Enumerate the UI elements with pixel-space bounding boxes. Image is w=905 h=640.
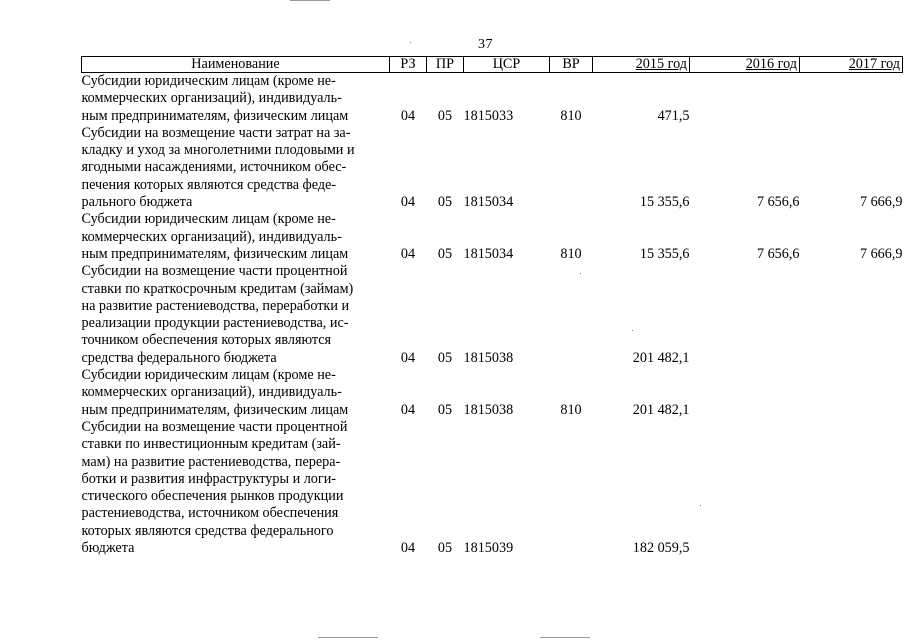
- row-name-line: рального бюджета: [81, 194, 193, 211]
- row-vr: 810: [560, 401, 582, 418]
- row-rz: 04: [400, 401, 416, 418]
- row-2017: [800, 263, 903, 367]
- row-name-line: растениеводства, источником обеспечения: [81, 505, 339, 522]
- row-name-line: ным предпринимателям, физическим лицам: [81, 107, 349, 124]
- table-row: [82, 419, 903, 557]
- row-vr: 810: [560, 107, 582, 124]
- row-2016: [690, 263, 800, 367]
- row-name: [82, 367, 390, 419]
- scan-artifact-top: [290, 0, 330, 1]
- row-name: [82, 263, 390, 367]
- table-row: [82, 263, 903, 367]
- row-name-line: ставки по инвестиционным кредитам (зай-: [81, 436, 341, 453]
- row-name-line: коммерческих организаций), индивидуаль-: [81, 90, 342, 107]
- row-rz: 04: [400, 540, 416, 557]
- row-pr: 05: [437, 540, 453, 557]
- row-csr: 1815034: [463, 194, 514, 211]
- row-vr: [550, 125, 593, 211]
- page-number: 37: [478, 37, 493, 52]
- row-rz: 04: [400, 245, 416, 262]
- row-name-line: ставки по краткосрочным кредитам (займам): [81, 280, 354, 297]
- row-name-line: точником обеспечения которых являются: [81, 332, 332, 349]
- row-2015: 15 355,6: [639, 245, 690, 262]
- row-csr: 1815038: [463, 349, 514, 366]
- column-header-csr: ЦСР: [464, 57, 550, 73]
- table-row: [82, 211, 903, 263]
- row-pr: 05: [437, 194, 453, 211]
- row-2016: [690, 419, 800, 557]
- row-vr: [550, 263, 593, 367]
- row-2017: [800, 73, 903, 125]
- row-csr: 1815038: [463, 401, 514, 418]
- row-name-line: Субсидии юридическим лицам (кроме не-: [81, 367, 336, 384]
- column-header-2016: 2016 год: [690, 57, 800, 73]
- row-name-line: на развитие растениеводства, переработки и: [81, 297, 350, 314]
- row-2015: 471,5: [657, 107, 690, 124]
- row-name-line: кладку и уход за многолетними плодовыми и: [81, 142, 355, 159]
- table-row: [82, 73, 903, 125]
- row-vr: [550, 419, 593, 557]
- row-pr: 05: [437, 349, 453, 366]
- row-name-line: которых являются средства федерального: [81, 522, 334, 539]
- row-rz: 04: [400, 107, 416, 124]
- table-row: [82, 125, 903, 211]
- row-2017: 7 666,9: [859, 194, 903, 211]
- row-name-line: Субсидии на возмещение части процентной: [81, 263, 348, 280]
- column-header-pr: ПР: [427, 57, 464, 73]
- row-2017: [800, 367, 903, 419]
- row-2015: 201 482,1: [632, 349, 690, 366]
- row-name-line: Субсидии юридическим лицам (кроме не-: [81, 211, 336, 228]
- row-2017: [800, 419, 903, 557]
- row-name-line: мам) на развитие растениеводства, перера-: [81, 453, 341, 470]
- row-name-line: ботки и развития инфраструктуры и логи-: [81, 470, 337, 487]
- row-2016: 7 656,6: [756, 245, 800, 262]
- table-body: [82, 73, 903, 558]
- column-header-2015: 2015 год: [593, 57, 690, 73]
- row-name-line: ным предпринимателям, физическим лицам: [81, 245, 349, 262]
- row-name-line: средства федерального бюджета: [81, 349, 277, 366]
- table-row: [82, 367, 903, 419]
- row-pr: 05: [437, 401, 453, 418]
- row-name-line: ным предпринимателям, физическим лицам: [81, 401, 349, 418]
- row-name-line: коммерческих организаций), индивидуаль-: [81, 384, 342, 401]
- row-name-line: стического обеспечения рынков продукции: [81, 488, 344, 505]
- row-csr: 1815039: [463, 540, 514, 557]
- row-name: [82, 419, 390, 557]
- row-name-line: коммерческих организаций), индивидуаль-: [81, 228, 342, 245]
- row-name-line: Субсидии юридическим лицам (кроме не-: [81, 73, 336, 89]
- row-2015: 201 482,1: [632, 401, 690, 418]
- scan-artifact-bottom-right: [540, 637, 590, 638]
- column-header-2017: 2017 год: [800, 57, 903, 73]
- row-name-line: печения которых являются средства феде-: [81, 176, 337, 193]
- row-vr: 810: [560, 245, 582, 262]
- row-name-line: Субсидии на возмещение части процентной: [81, 418, 348, 435]
- row-name-line: бюджета: [81, 540, 135, 557]
- row-rz: 04: [400, 194, 416, 211]
- row-name: [82, 73, 390, 125]
- row-rz: 04: [400, 349, 416, 366]
- column-header-name: Наименование: [82, 57, 390, 73]
- scan-speck: [410, 42, 411, 43]
- row-2017: 7 666,9: [859, 245, 903, 262]
- row-pr: 05: [437, 107, 453, 124]
- row-2015: 15 355,6: [639, 194, 690, 211]
- row-name: [82, 211, 390, 263]
- row-2016: 7 656,6: [756, 194, 800, 211]
- row-pr: 05: [437, 245, 453, 262]
- column-header-vr: ВР: [550, 57, 593, 73]
- row-csr: 1815033: [463, 107, 514, 124]
- row-name: [82, 125, 390, 211]
- row-name-line: Субсидии на возмещение части затрат на за-: [81, 124, 351, 141]
- budget-table: [81, 56, 903, 557]
- scan-artifact-bottom-left: [318, 637, 378, 638]
- row-2015: 182 059,5: [632, 540, 690, 557]
- row-csr: 1815034: [463, 245, 514, 262]
- row-2016: [690, 73, 800, 125]
- row-name-line: ягодными насаждениями, источником обес-: [81, 159, 347, 176]
- row-2016: [690, 367, 800, 419]
- row-name-line: реализации продукции растениеводства, ис-: [81, 315, 349, 332]
- column-header-rz: РЗ: [390, 57, 427, 73]
- table-header-row: [82, 57, 903, 73]
